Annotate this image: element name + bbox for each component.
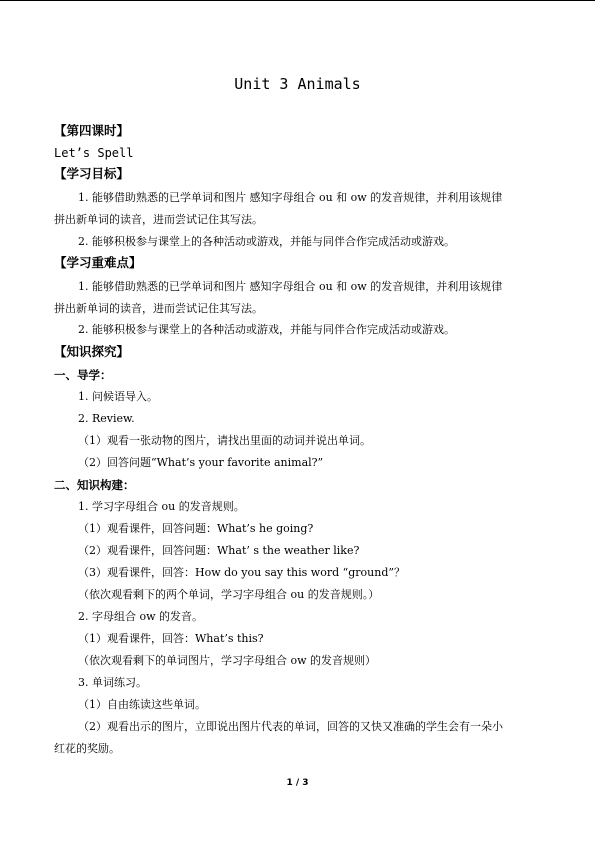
subsection-guide: 一、导学：	[54, 368, 112, 382]
section-heading-lesson: 【第四课时】	[54, 123, 130, 138]
construct-step-1-3: （3）观看课件，回答：How do you say this word “ground”？	[78, 566, 405, 579]
construct-step-3-2-cont: 红花的奖励。	[54, 742, 120, 755]
construct-step-3: 3. 单词练习。	[78, 676, 147, 689]
construct-step-3-2: （2）观看出示的图片，立即说出图片代表的单词，回答的又快又准确的学生会有一朵小	[78, 720, 503, 733]
subsection-construct: 二、知识构建：	[54, 478, 135, 492]
construct-step-1-1: （1）观看课件，回答问题：What’s he going?	[78, 522, 314, 535]
lesson-name: Let’s Spell	[54, 146, 134, 160]
section-heading-keypoints: 【学习重难点】	[54, 255, 142, 270]
objective-1-cont: 拼出新单词的读音，进而尝试记住其写法。	[54, 213, 263, 226]
keypoint-1-cont: 拼出新单词的读音，进而尝试记住其写法。	[54, 302, 263, 315]
construct-step-2-1: （1）观看课件，回答：What’s this?	[78, 632, 264, 645]
keypoint-2: 2. 能够积极参与课堂上的各种活动或游戏，并能与同伴合作完成活动或游戏。	[78, 323, 455, 336]
objective-2: 2. 能够积极参与课堂上的各种活动或游戏，并能与同伴合作完成活动或游戏。	[78, 235, 455, 248]
page-number: 1 / 3	[286, 778, 309, 788]
construct-step-2: 2. 字母组合 ow 的发音。	[78, 610, 204, 623]
keypoint-1: 1. 能够借助熟悉的已学单词和图片 感知字母组合 ou 和 ow 的发音规律，并利用该规律	[78, 280, 503, 293]
section-heading-objectives: 【学习目标】	[54, 166, 130, 181]
guide-step-2-1: （1）观看一张动物的图片，请找出里面的动词并说出单词。	[78, 434, 371, 447]
guide-step-2: 2. Review.	[78, 412, 135, 425]
construct-step-1: 1. 学习字母组合 ou 的发音规则。	[78, 500, 245, 513]
guide-step-2-2: （2）回答问题“What’s your favorite animal?”	[78, 456, 324, 469]
construct-step-3-1: （1）自由练读这些单词。	[78, 698, 206, 711]
section-heading-inquiry: 【知识探究】	[54, 344, 130, 359]
document-title: Unit 3 Animals	[234, 75, 361, 93]
construct-step-1-2: （2）观看课件，回答问题：What’ s the weather like?	[78, 544, 360, 557]
top-rule	[0, 0, 595, 1]
objective-1: 1. 能够借助熟悉的已学单词和图片 感知字母组合 ou 和 ow 的发音规律，并利用该规律	[78, 191, 503, 204]
construct-step-1-note: （依次观看剩下的两个单词，学习字母组合 ou 的发音规则。）	[78, 588, 380, 601]
guide-step-1: 1. 问候语导入。	[78, 390, 158, 403]
construct-step-2-note: （依次观看剩下的单词图片，学习字母组合 ow 的发音规则）	[78, 654, 377, 667]
